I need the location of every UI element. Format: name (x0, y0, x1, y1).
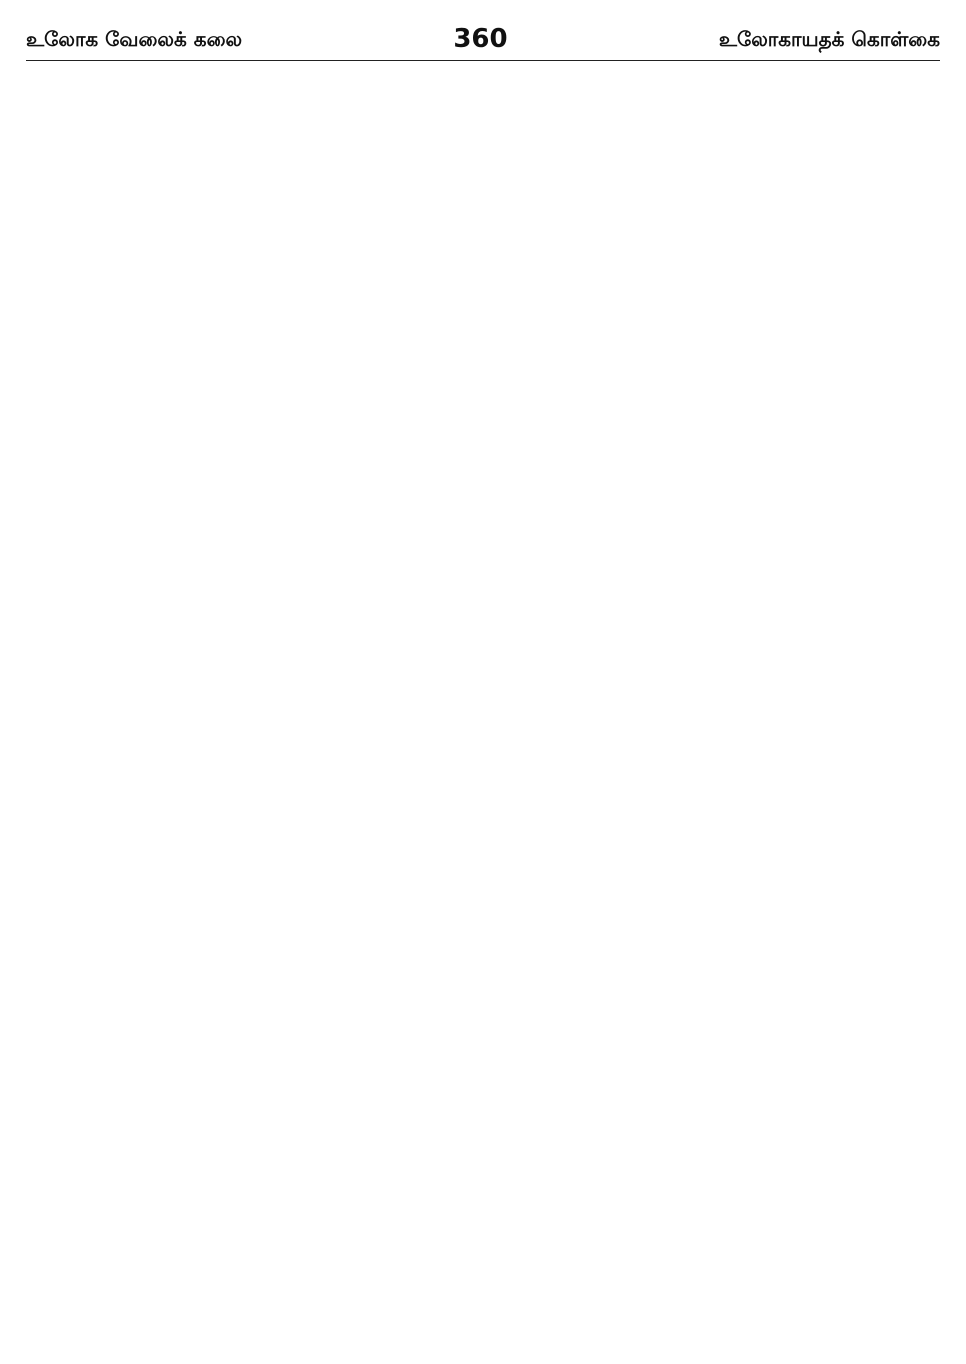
paragraph (26, 121, 472, 161)
two-column-body (26, 71, 940, 347)
paragraph (26, 221, 472, 261)
paragraph (494, 71, 940, 111)
paragraph (26, 271, 472, 311)
paragraph (26, 171, 472, 211)
header-left-title: உலோக வேலைக் கலை (26, 27, 243, 51)
right-column (494, 71, 940, 347)
running-header (26, 14, 940, 61)
paragraph (26, 71, 472, 111)
page-number: 360 (453, 24, 508, 54)
paragraph (494, 171, 940, 211)
header-right-title: உலோகாயதக் கொள்கை (718, 27, 940, 51)
paragraph (494, 121, 940, 161)
section-heading (494, 271, 940, 293)
left-column (26, 71, 472, 347)
paragraph (494, 297, 940, 337)
paragraph (494, 221, 940, 261)
